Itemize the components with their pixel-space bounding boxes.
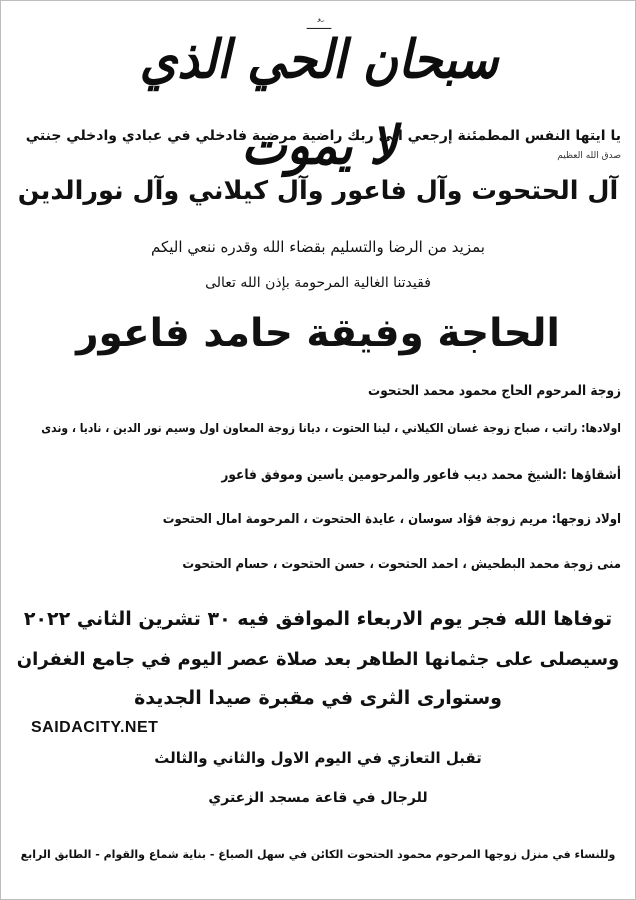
header-calligraphy: سبحان الحي الذي لا يموت — [139, 29, 499, 177]
families-heading: آل الحتحوت وآل فاعور وآل كيلاني وآل نورالدين — [17, 176, 619, 206]
deceased-name: الحاجة وفيقة حامد فاعور — [76, 311, 560, 356]
relatives-line-stepchildren-cont: منى زوجة محمد البطحيش ، احمد الحتحوت ، حسن الحتحوت ، حسام الحتحوت — [182, 557, 621, 572]
verse-source: صدق الله العظيم — [557, 151, 621, 161]
announcement-line-2: فقيدتنا الغالية المرحومة بإذن الله تعالى — [205, 275, 431, 291]
calligraphy-ornament: ـــَـُـــ — [306, 18, 332, 32]
relatives-line-children: اولادها: راتب ، صباح زوجة غسان الكيلاني ، لينا الحتوت ، ديانا زوجة المعاون اول وسيم نور الدين ، ناديا ، وندى — [41, 421, 621, 435]
condolences-women: وللنساء في منزل زوجها المرحوم محمود الحتحوت الكائن في سهل الصباغ - بناية شماع والقوام - الطابق الرابع — [20, 848, 616, 861]
quran-verse: يا ايتها النفس المطمئنة إرجعي الى ربك راضية مرضية فادخلي في عبادي وادخلي جنتي — [25, 128, 621, 144]
announcement-line-1: بمزيد من الرضا والتسليم بقضاء الله وقدره ننعي اليكم — [151, 238, 485, 256]
relatives-line-husband: زوجة المرحوم الحاج محمود محمد الحتحوت — [368, 383, 621, 399]
condolences-days: تقبل التعازي في اليوم الاول والثاني والثالث — [154, 749, 482, 767]
site-watermark: SAIDACITY.NET — [31, 719, 159, 736]
burial-line: وستوارى الثرى في مقبرة صيدا الجديدة — [134, 687, 502, 709]
relatives-line-stepchildren: اولاد زوجها: مريم زوجة فؤاد سوسان ، عايدة الحتحوت ، المرحومة امال الحتحوت — [162, 512, 621, 527]
condolences-men: للرجال في قاعة مسجد الزعتري — [208, 790, 428, 806]
funeral-prayer-line: وسيصلى على جثمانها الطاهر بعد صلاة عصر اليوم في جامع الغفران — [16, 649, 620, 670]
relatives-line-siblings: أشقاؤها :الشيخ محمد ديب فاعور والمرحومين ياسين وموفق فاعور — [221, 467, 621, 483]
death-date-line: توفاها الله فجر يوم الاربعاء الموافق فيه ٣٠ تشرين الثاني ٢٠٢٢ — [23, 608, 613, 630]
